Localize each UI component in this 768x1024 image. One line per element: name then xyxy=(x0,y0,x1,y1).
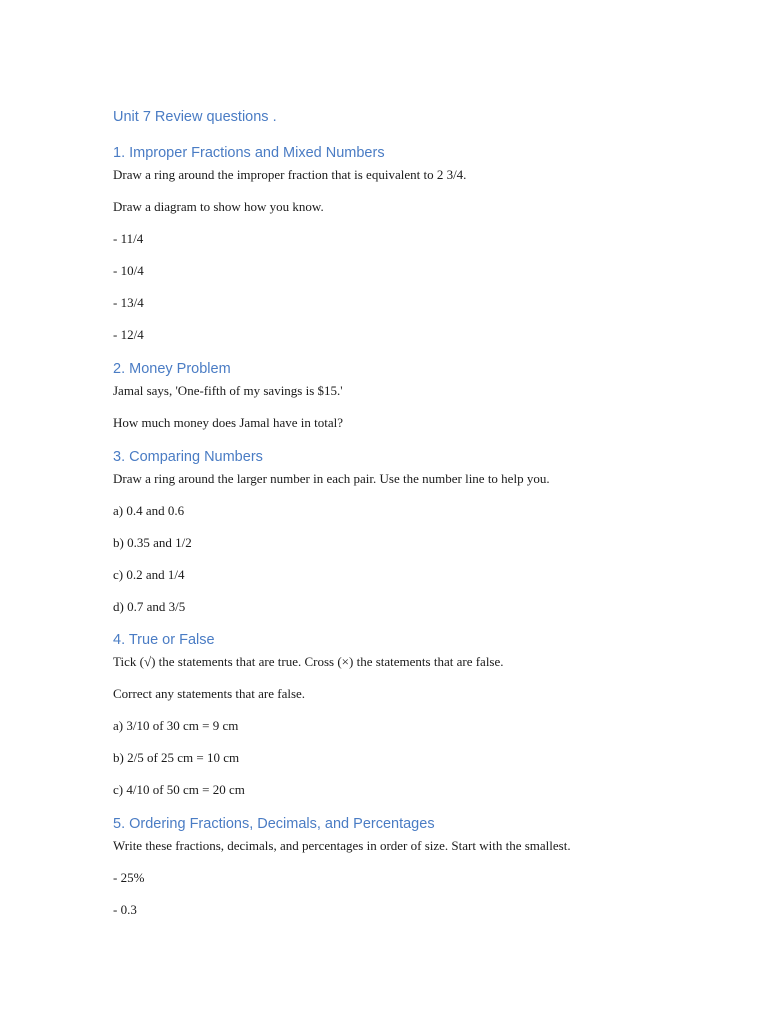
section-5-heading: 5. Ordering Fractions, Decimals, and Percentages xyxy=(113,816,435,832)
section-2-heading: 2. Money Problem xyxy=(113,361,231,377)
section-4-item: a) 3/10 of 30 cm = 9 cm xyxy=(113,718,239,733)
section-2-question: How much money does Jamal have in total? xyxy=(113,415,343,430)
section-1-option: - 11/4 xyxy=(113,231,144,246)
section-4-item: c) 4/10 of 50 cm = 20 cm xyxy=(113,782,245,797)
document-title: Unit 7 Review questions . xyxy=(113,109,277,125)
section-3-item: b) 0.35 and 1/2 xyxy=(113,535,192,550)
section-2-statement: Jamal says, 'One-fifth of my savings is $15.' xyxy=(113,383,343,398)
section-3-item: a) 0.4 and 0.6 xyxy=(113,503,185,518)
section-4-instruction: Tick (√) the statements that are true. Cross (×) the statements that are false. xyxy=(113,654,504,669)
section-3-item: d) 0.7 and 3/5 xyxy=(113,599,186,614)
section-3-instruction: Draw a ring around the larger number in each pair. Use the number line to help you. xyxy=(113,471,550,486)
section-5-item: - 0.3 xyxy=(113,902,137,917)
section-4-instruction-2: Correct any statements that are false. xyxy=(113,686,306,701)
section-1-instruction: Draw a ring around the improper fraction that is equivalent to 2 3/4. xyxy=(113,167,467,182)
section-3-item: c) 0.2 and 1/4 xyxy=(113,567,185,582)
section-1-option: - 10/4 xyxy=(113,263,144,278)
section-1-option: - 13/4 xyxy=(113,295,144,310)
section-1-option: - 12/4 xyxy=(113,327,144,342)
section-4-item: b) 2/5 of 25 cm = 10 cm xyxy=(113,750,240,765)
section-4-heading: 4. True or False xyxy=(113,632,215,648)
section-3-heading: 3. Comparing Numbers xyxy=(113,449,263,465)
section-5-instruction: Write these fractions, decimals, and percentages in order of size. Start with the smallest. xyxy=(113,838,571,853)
section-1-heading: 1. Improper Fractions and Mixed Numbers xyxy=(113,145,385,161)
section-1-instruction-2: Draw a diagram to show how you know. xyxy=(113,199,324,214)
section-5-item: - 25% xyxy=(113,870,145,885)
